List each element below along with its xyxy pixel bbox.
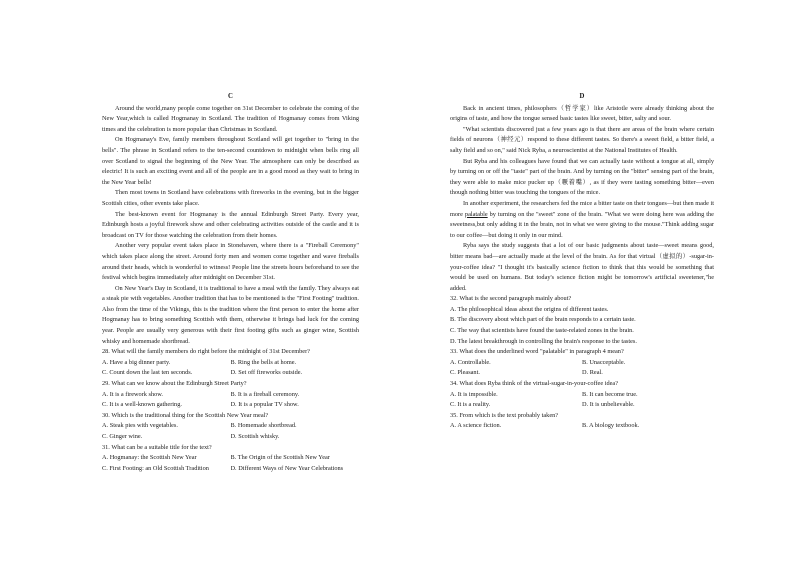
question-35: [450, 411, 714, 432]
paragraph-4-text-before: In another experiment, the researchers fed the mice a bitter taste on their tongues—but then made it more: [450, 199, 714, 218]
question-32: [450, 294, 714, 347]
option-c: C. First Footing: an Old Scottish Tradition: [102, 464, 209, 472]
option-a: A. Controllable.: [450, 358, 491, 366]
question-stem: 31. What can be a suitable title for the text?: [102, 443, 212, 451]
question-29: [102, 379, 359, 411]
passage-d-heading: D: [579, 93, 585, 100]
option-a: A. It is impossible.: [450, 390, 498, 398]
option-a: A. A science fiction.: [450, 422, 502, 430]
option-a: A. Have a big dinner party.: [102, 358, 171, 366]
passage-c-paragraph-2: On Hogmanay's Eve, family members throughout Scotland will get together to "bring in the bells". The phrase in Scotland refers to the ten-second countdown to midnight when bells ring all over Scotland to signal the beginning of the New Year. The atmosphere can only be described as electric! It is such an exciting event and all of the people are in a good mood as they wait to bring in the New Year bells!: [102, 136, 359, 186]
option-d: D. It is a popular TV show.: [230, 401, 299, 409]
option-a: A. Steak pies with vegetables.: [102, 422, 178, 430]
option-b: B. A biology textbook.: [582, 422, 640, 430]
passage-d-paragraph-3: But Ryba and his colleagues have found that we can actually taste without a tongue at all, simply by turning on or off the "taste" part of the brain. And by turning on the "bitter" sensing part of the brain, they were able to make mice pucker up（噘着嘴）, as if they were tasting something bitter—even though nothing bitter was touching the tongues of the mice.: [450, 157, 714, 197]
paragraph-4-text-after: by turning on the "sweet" zone of the brain. "What we were doing here was adding the sweetness,but only adding it in the brain, not in what we were giving to the mouse."Think adding sugar to our coffee—but doing it only in our mind.: [450, 210, 714, 239]
option-d: D. It is unbelievable.: [582, 401, 635, 409]
option-d: D. Set off fireworks outside.: [230, 369, 303, 377]
question-33: [450, 347, 714, 379]
option-c: C. Count down the last ten seconds.: [102, 369, 193, 377]
option-b: B. The discovery about which part of the brain responds to a certain taste.: [450, 316, 636, 324]
passage-c-paragraph-1: Around the world,many people come together on 31st December to celebrate the coming of the New Year,which is called Hogmanay in Scotland. The tradition of Hogmanay comes from Viking times and the celebration is more popular than Christmas in Scotland.: [102, 104, 359, 133]
passage-c-paragraph-3: Then most towns in Scotland have celebrations with fireworks in the evening, but in the bigger Scottish cities, other events take place.: [102, 189, 359, 207]
passage-d-paragraph-2: "What scientists discovered just a few years ago is that there are areas of the brain where certain fields of neurons（神经元）respond to these different tastes. So there's a sweet field, a bitter field, a salty field and so on," said Nick Ryba, a neuroscientist at the National Institutes of Health.: [450, 125, 714, 154]
question-stem: 34. What does Ryba think of the virtual-sugar-in-your-coffee idea?: [450, 380, 618, 388]
option-c: C. Pleasant.: [450, 369, 480, 377]
passage-d-paragraph-5: Ryba says the study suggests that a lot of our basic judgments about taste—sweet means good, bitter means bad—are actually made at the level of the brain. As for that virtual（虚拟的）-sugar-in-your-coffee idea? "I thought it's basically science fiction to think that this would be something that would be used on humans. But today's science fiction might be tomorrow's artificial sweetener,"he added.: [450, 242, 714, 292]
question-stem: 30. Which is the traditional thing for the Scottish New Year meal?: [102, 411, 269, 419]
passage-d-column: [450, 92, 714, 432]
passage-c-paragraph-5: Another very popular event takes place in Stonehaven, where there is a "Fireball Ceremony" which takes place along the street. Around forty men and women come together and wave fireballs around their heads, which is wonderful to witness! People line the streets hours beforehand to see the festival which begins immediately after midnight on December 31st.: [102, 242, 359, 282]
option-d: D. Real.: [582, 369, 603, 377]
option-b: B. Unacceptable.: [582, 358, 626, 366]
passage-c-column: [102, 92, 359, 474]
option-c: C. The way that scientists have found the taste-related zones in the brain.: [450, 327, 634, 335]
option-b: B. Homemade shortbread.: [230, 422, 297, 430]
option-b: B. It can become true.: [582, 390, 638, 398]
option-d: D. Different Ways of New Year Celebrations: [230, 464, 344, 472]
option-d: D. The latest breakthrough in controlling the brain's response to the tastes.: [450, 337, 637, 345]
option-c: C. It is a reality.: [450, 401, 491, 409]
option-c: C. Ginger wine.: [102, 433, 143, 440]
question-stem: 32. What is the second paragraph mainly about?: [450, 295, 572, 303]
option-c: C. It is a well-known gathering.: [102, 401, 182, 409]
option-b: B. It is a fireball ceremony.: [230, 390, 300, 398]
passage-d-paragraph-4: [450, 199, 714, 241]
option-a: A. It is a firework show.: [102, 390, 163, 398]
underlined-word-palatable: palatable: [464, 210, 488, 218]
question-stem: 35. From which is the text probably taken?: [450, 411, 559, 419]
passage-c-paragraph-4: The best-known event for Hogmanay is the annual Edinburgh Street Party. Every year, Edinburgh hosts a joyful firework show and other celebrating activities outside of the castle and it is broadcast on TV for those watching the celebration from their homes.: [102, 210, 359, 239]
option-b: B. Ring the bells at home.: [230, 358, 297, 366]
option-b: B. The Origin of the Scottish New Year: [230, 454, 330, 462]
option-d: D. Scottish whisky.: [230, 433, 280, 440]
question-28: [102, 347, 359, 379]
option-a: A. Hogmanay: the Scottish New Year: [102, 454, 197, 462]
question-stem: 29. What can we know about the Edinburgh Street Party?: [102, 380, 247, 388]
question-stem: 33. What does the underlined word "palatable" in paragraph 4 mean?: [450, 348, 624, 356]
question-34: [450, 379, 714, 411]
question-30: [102, 411, 359, 443]
passage-d-paragraph-1: Back in ancient times, philosophers（哲学家）like Aristotle were already thinking about the origins of taste, and how the tongue sensed basic tastes like sweet, bitter, salty and sour.: [450, 104, 714, 123]
passage-c-heading: C: [228, 93, 233, 100]
option-a: A. The philosophical ideas about the origins of different tastes.: [450, 305, 609, 313]
question-stem: 28. What will the family members do right before the midnight of 31st December?: [102, 348, 310, 356]
passage-c-paragraph-6: On New Year's Day in Scotland, it is traditional to have a meal with the family. They always eat a steak pie with vegetables. Another tradition that has to be mentioned is the "First Footing" tradition. Also from the time of the Vikings, this is the tradition where the first person to enter the home after Hogmanay has to bring something Scottish with them, otherwise it brings bad luck for the coming year. People are usually very generous with their first footing gifts such as ginger wine, Scottish whisky and homemade shortbread.: [102, 284, 359, 345]
question-31: [102, 443, 359, 475]
